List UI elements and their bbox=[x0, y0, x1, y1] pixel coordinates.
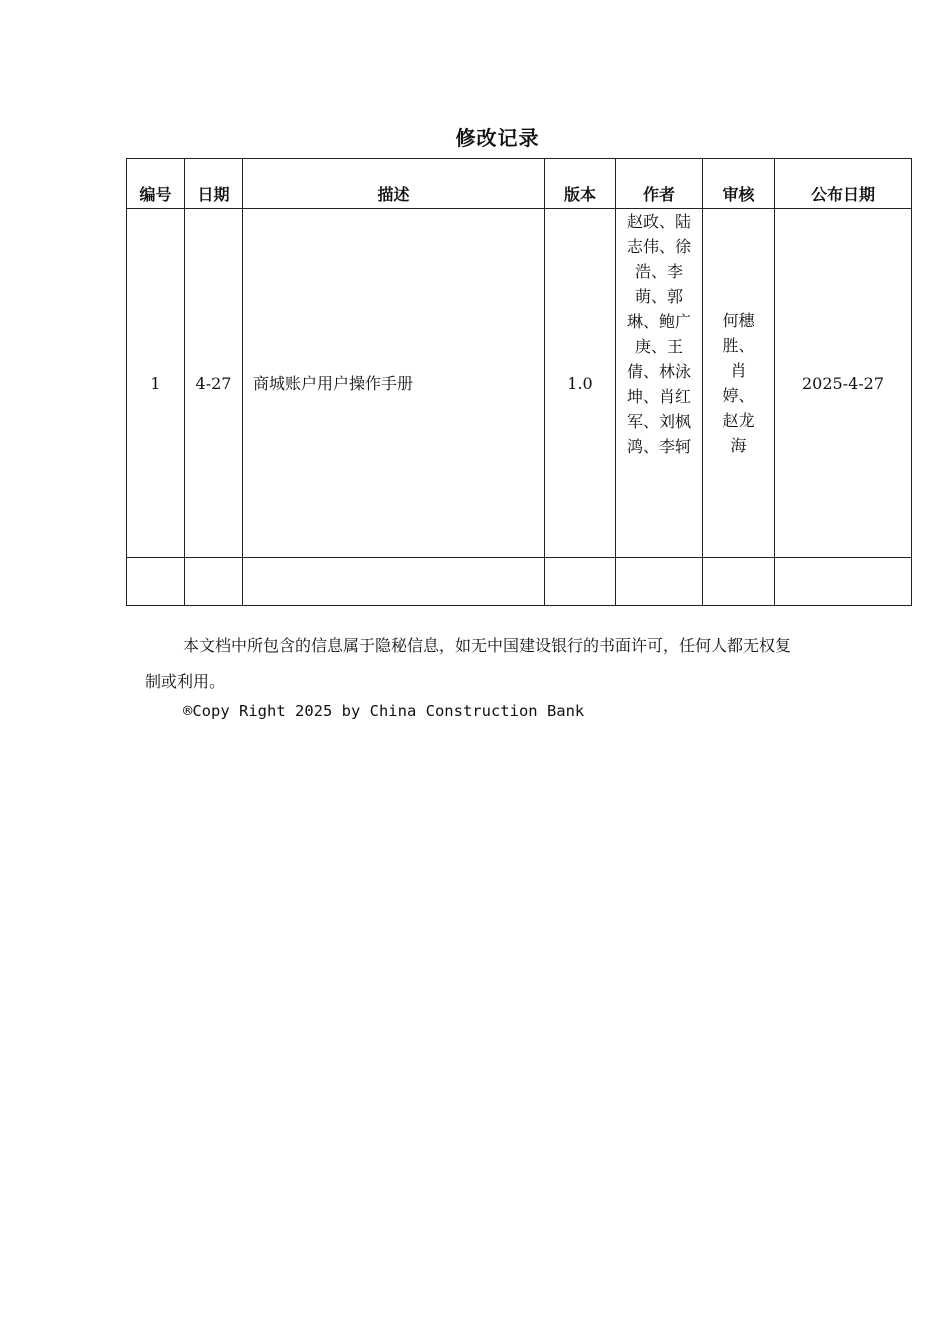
cell-publish-date: 2025-4-27 bbox=[775, 209, 912, 558]
empty-cell bbox=[616, 558, 703, 606]
cell-date: 4-27 bbox=[185, 209, 243, 558]
header-description: 描述 bbox=[243, 159, 545, 209]
empty-table-row bbox=[127, 558, 912, 606]
copyright-line: ®Copy Right 2025 by China Construction Bank bbox=[183, 702, 585, 720]
document-title: 修改记录 bbox=[455, 126, 540, 150]
empty-cell bbox=[185, 558, 243, 606]
cell-authors: 赵政、陆志伟、徐浩、李萌、郭琳、鲍广庚、王倩、林泳坤、肖红军、刘枫鸿、李轲 bbox=[616, 209, 703, 558]
header-date: 日期 bbox=[185, 159, 243, 209]
empty-cell bbox=[545, 558, 616, 606]
empty-cell bbox=[127, 558, 185, 606]
empty-cell bbox=[775, 558, 912, 606]
cell-reviewers: 何穗胜、肖婷、赵龙海 bbox=[703, 209, 775, 558]
notice-text: 本文档中所包含的信息属于隐秘信息，如无中国建设银行的书面许可，任何人都无权复制或利用。 bbox=[145, 636, 792, 691]
header-version: 版本 bbox=[545, 159, 616, 209]
empty-cell bbox=[703, 558, 775, 606]
revision-table bbox=[126, 158, 912, 606]
table-row bbox=[127, 209, 912, 558]
empty-cell bbox=[243, 558, 545, 606]
cell-description: 商城账户用户操作手册 bbox=[243, 209, 545, 558]
header-id: 编号 bbox=[127, 159, 185, 209]
table-header-row bbox=[127, 159, 912, 209]
cell-version: 1.0 bbox=[545, 209, 616, 558]
confidentiality-notice bbox=[145, 628, 805, 700]
cell-id: 1 bbox=[127, 209, 185, 558]
header-reviewers: 审核 bbox=[703, 159, 775, 209]
header-publish-date: 公布日期 bbox=[775, 159, 912, 209]
header-authors: 作者 bbox=[616, 159, 703, 209]
